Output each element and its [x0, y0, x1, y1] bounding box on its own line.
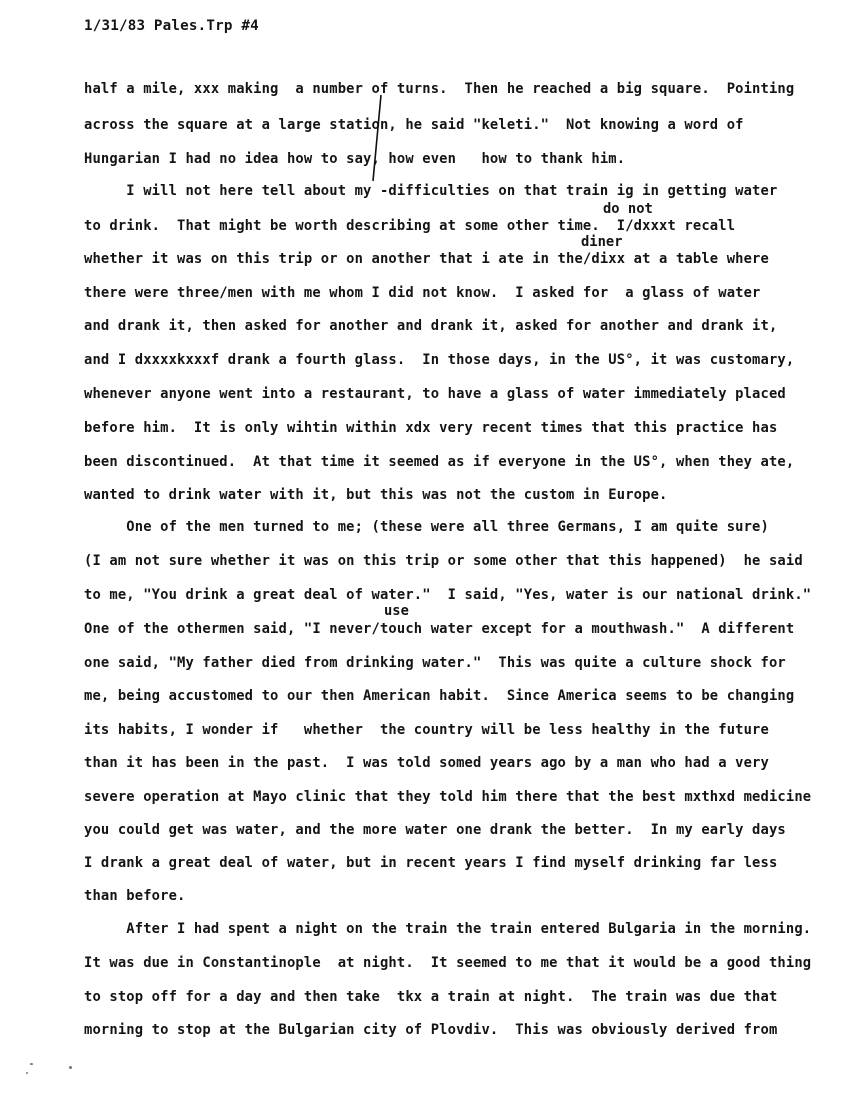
text-line: After I had spent a night on the train the train entered Bulgaria in the morning.	[84, 921, 812, 937]
text-line: its habits, I wonder if whether the country will be less healthy in the future	[84, 722, 769, 738]
text-line: morning to stop at the Bulgarian city of Plovdiv. This was obviously derived from	[84, 1022, 778, 1038]
text-line: One of the othermen said, "I never/touch water except for a mouthwash." A different	[84, 621, 795, 637]
margin-speck	[26, 1072, 28, 1074]
text-line: half a mile, xxx making a number of turns. Then he reached a big square. Pointing	[84, 81, 795, 97]
text-line: severe operation at Mayo clinic that they told him there that the best mxthxd medicine	[84, 789, 812, 805]
text-line: before him. It is only wihtin within xdx very recent times that this practice has	[84, 420, 778, 436]
text-line: wanted to drink water with it, but this was not the custom in Europe.	[84, 487, 668, 503]
text-line: you could get was water, and the more water one drank the better. In my early days	[84, 822, 786, 838]
text-line: there were three/men with me whom I did not know. I asked for a glass of water	[84, 285, 761, 301]
margin-speck	[30, 1063, 33, 1065]
text-line: one said, "My father died from drinking water." This was quite a culture shock for	[84, 655, 786, 671]
text-line: been discontinued. At that time it seemed as if everyone in the US°, when they ate,	[84, 454, 795, 470]
text-line: to stop off for a day and then take tkx a train at night. The train was due that	[84, 989, 778, 1005]
text-line: (I am not sure whether it was on this trip or some other that this happened) he said	[84, 553, 803, 569]
interlinear-insertion: do not	[603, 201, 653, 217]
text-line: Hungarian I had no idea how to say, how even how to thank him.	[84, 151, 626, 167]
page-header: 1/31/83 Pales.Trp #4	[84, 18, 259, 34]
text-line: One of the men turned to me; (these were all three Germans, I am quite sure)	[84, 519, 769, 535]
text-line: I will not here tell about my -difficulties on that train ig in getting water	[84, 183, 778, 199]
text-line: I drank a great deal of water, but in recent years I find myself drinking far less	[84, 855, 778, 871]
text-line: and drank it, then asked for another and drank it, asked for another and drank it,	[84, 318, 778, 334]
interlinear-insertion: diner	[581, 234, 623, 250]
text-line: whenever anyone went into a restaurant, to have a glass of water immediately placed	[84, 386, 786, 402]
interlinear-insertion: use	[384, 603, 409, 619]
margin-speck	[69, 1066, 72, 1069]
text-line: whether it was on this trip or on another that i ate in the/dixx at a table where	[84, 251, 769, 267]
text-line: It was due in Constantinople at night. It seemed to me that it would be a good thing	[84, 955, 812, 971]
text-line: to me, "You drink a great deal of water." I said, "Yes, water is our national drink."	[84, 587, 812, 603]
text-line: than before.	[84, 888, 186, 904]
text-line: and I dxxxxkxxxf drank a fourth glass. In those days, in the US°, it was customary,	[84, 352, 795, 368]
text-line: across the square at a large station, he said "keleti." Not knowing a word of	[84, 117, 744, 133]
text-line: to drink. That might be worth describing at some other time. I/dxxxt recall	[84, 218, 736, 234]
handwritten-slash-mark	[370, 93, 384, 183]
text-line: me, being accustomed to our then American habit. Since America seems to be changing	[84, 688, 795, 704]
text-line: than it has been in the past. I was told somed years ago by a man who had a very	[84, 755, 769, 771]
